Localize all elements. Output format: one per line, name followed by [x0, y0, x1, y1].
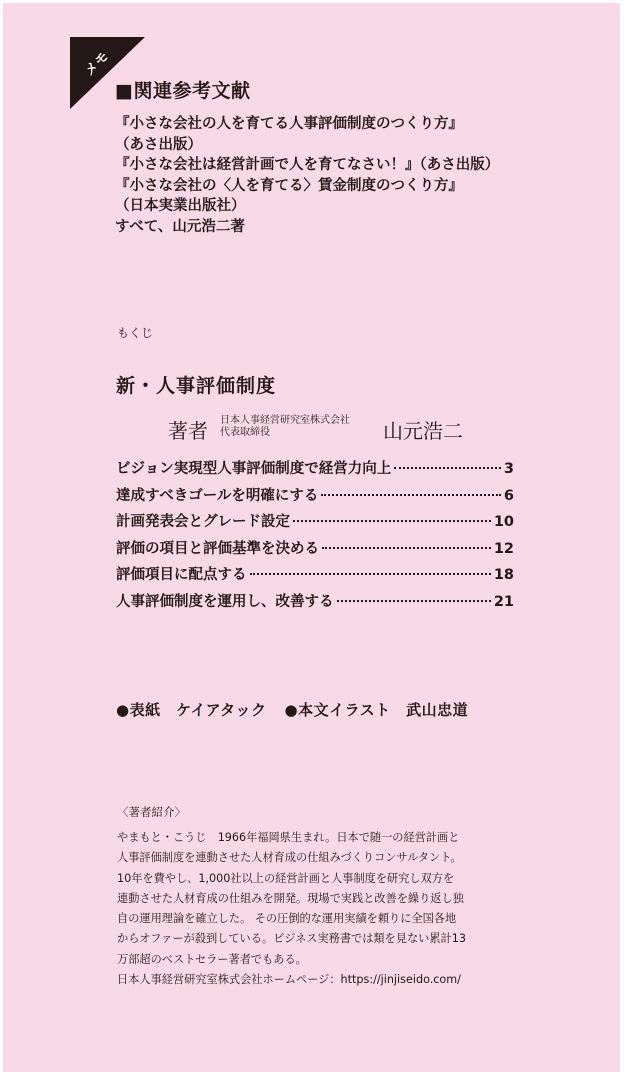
- toc-leader-dots: [322, 547, 491, 549]
- cover-credit: ●表紙 ケイアタック: [116, 701, 267, 719]
- toc-entry-title: 評価項目に配点する: [116, 567, 247, 584]
- book-title: 新・人事評価制度: [116, 375, 277, 397]
- reference-line: 『小さな会社は経営計画で人を育てなさい！』（あさ出版）: [115, 157, 500, 173]
- toc-leader-dots: [394, 467, 501, 469]
- toc-label: もくじ: [117, 326, 154, 340]
- profile-line: 10年を費やし、1,000社以上の経営計画と人事制度を研究し双方を: [117, 871, 455, 885]
- profile-line: やまもと・こうじ 1966年福岡県生まれ。日本で随一の経営計画と: [117, 831, 460, 844]
- reference-line: 『小さな会社の〈人を育てる〉賃金制度のつくり方』: [115, 177, 463, 194]
- toc-leader-dots: [293, 520, 491, 522]
- author-affiliation-company: 日本人事経営研究室株式会社: [220, 415, 350, 426]
- toc-entry: [116, 457, 514, 484]
- toc-entry-title: 評価の項目と評価基準を決める: [116, 540, 319, 557]
- toc-leader-dots: [337, 600, 491, 602]
- toc-entry-page: 3: [503, 461, 514, 477]
- toc-leader-dots: [321, 494, 500, 496]
- toc-entry: [116, 537, 514, 564]
- toc-entry: [116, 563, 514, 590]
- reference-line: すべて、山元浩二著: [115, 218, 245, 235]
- reference-line: 『小さな会社の人を育てる人事評価制度のつくり方』: [115, 116, 463, 132]
- profile-line: 自の運用理論を確立した。 その圧倒的な運用実績を頼りに全国各地: [117, 912, 457, 926]
- reference-line: （日本実業出版社）: [115, 198, 246, 214]
- profile-line: 万部超のベストセラー著者でもある。: [117, 952, 307, 966]
- memo-page: [3, 3, 620, 1072]
- toc-entry: [116, 484, 514, 511]
- toc-leader-dots: [250, 573, 491, 575]
- author-label: 著者: [168, 419, 208, 443]
- toc-entry-page: 21: [493, 593, 514, 610]
- toc-entry-page: 10: [493, 514, 514, 531]
- table-of-contents: [116, 457, 514, 617]
- author-affiliation: [220, 415, 350, 439]
- toc-entry-title: 計画発表会とグレード設定: [116, 514, 290, 531]
- profile-line: 人事評価制度を連動させた人材育成の仕組みづくりコンサルタント。: [117, 851, 462, 865]
- author-affiliation-title: 代表取締役: [220, 427, 270, 438]
- profile-line: からオファーが殺到している。ビジネス実務書では類を見ない累計13: [117, 932, 466, 946]
- toc-entry: [116, 590, 514, 617]
- toc-entry-title: ビジョン実現型人事評価制度で経営力向上: [116, 461, 392, 477]
- profile-line: 日本人事経営研究室株式会社ホームページ：https://jinjiseido.com/: [117, 973, 461, 987]
- toc-entry-page: 6: [503, 487, 514, 504]
- references-heading: ■関連参考文献: [115, 80, 251, 102]
- profile-line: 連動させた人材育成の仕組みを開発。現場で実践と改善を繰り返し独: [117, 891, 464, 905]
- credits: [116, 699, 486, 720]
- toc-entry: [116, 510, 514, 537]
- reference-line: （あさ出版）: [115, 136, 202, 153]
- toc-entry-page: 18: [493, 567, 514, 584]
- toc-entry-title: 人事評価制度を運用し、改善する: [116, 593, 334, 610]
- author-profile-heading: 〈著者紹介〉: [117, 805, 186, 819]
- illustration-credit: ●本文イラスト 武山忠道: [284, 701, 469, 719]
- toc-entry-page: 12: [493, 540, 514, 557]
- author-profile: [117, 828, 517, 990]
- author-name: 山元浩二: [383, 419, 463, 443]
- references-list: [115, 114, 535, 237]
- memo-tag-label: メモ: [82, 48, 113, 80]
- toc-entry-title: 達成すべきゴールを明確にする: [116, 487, 319, 504]
